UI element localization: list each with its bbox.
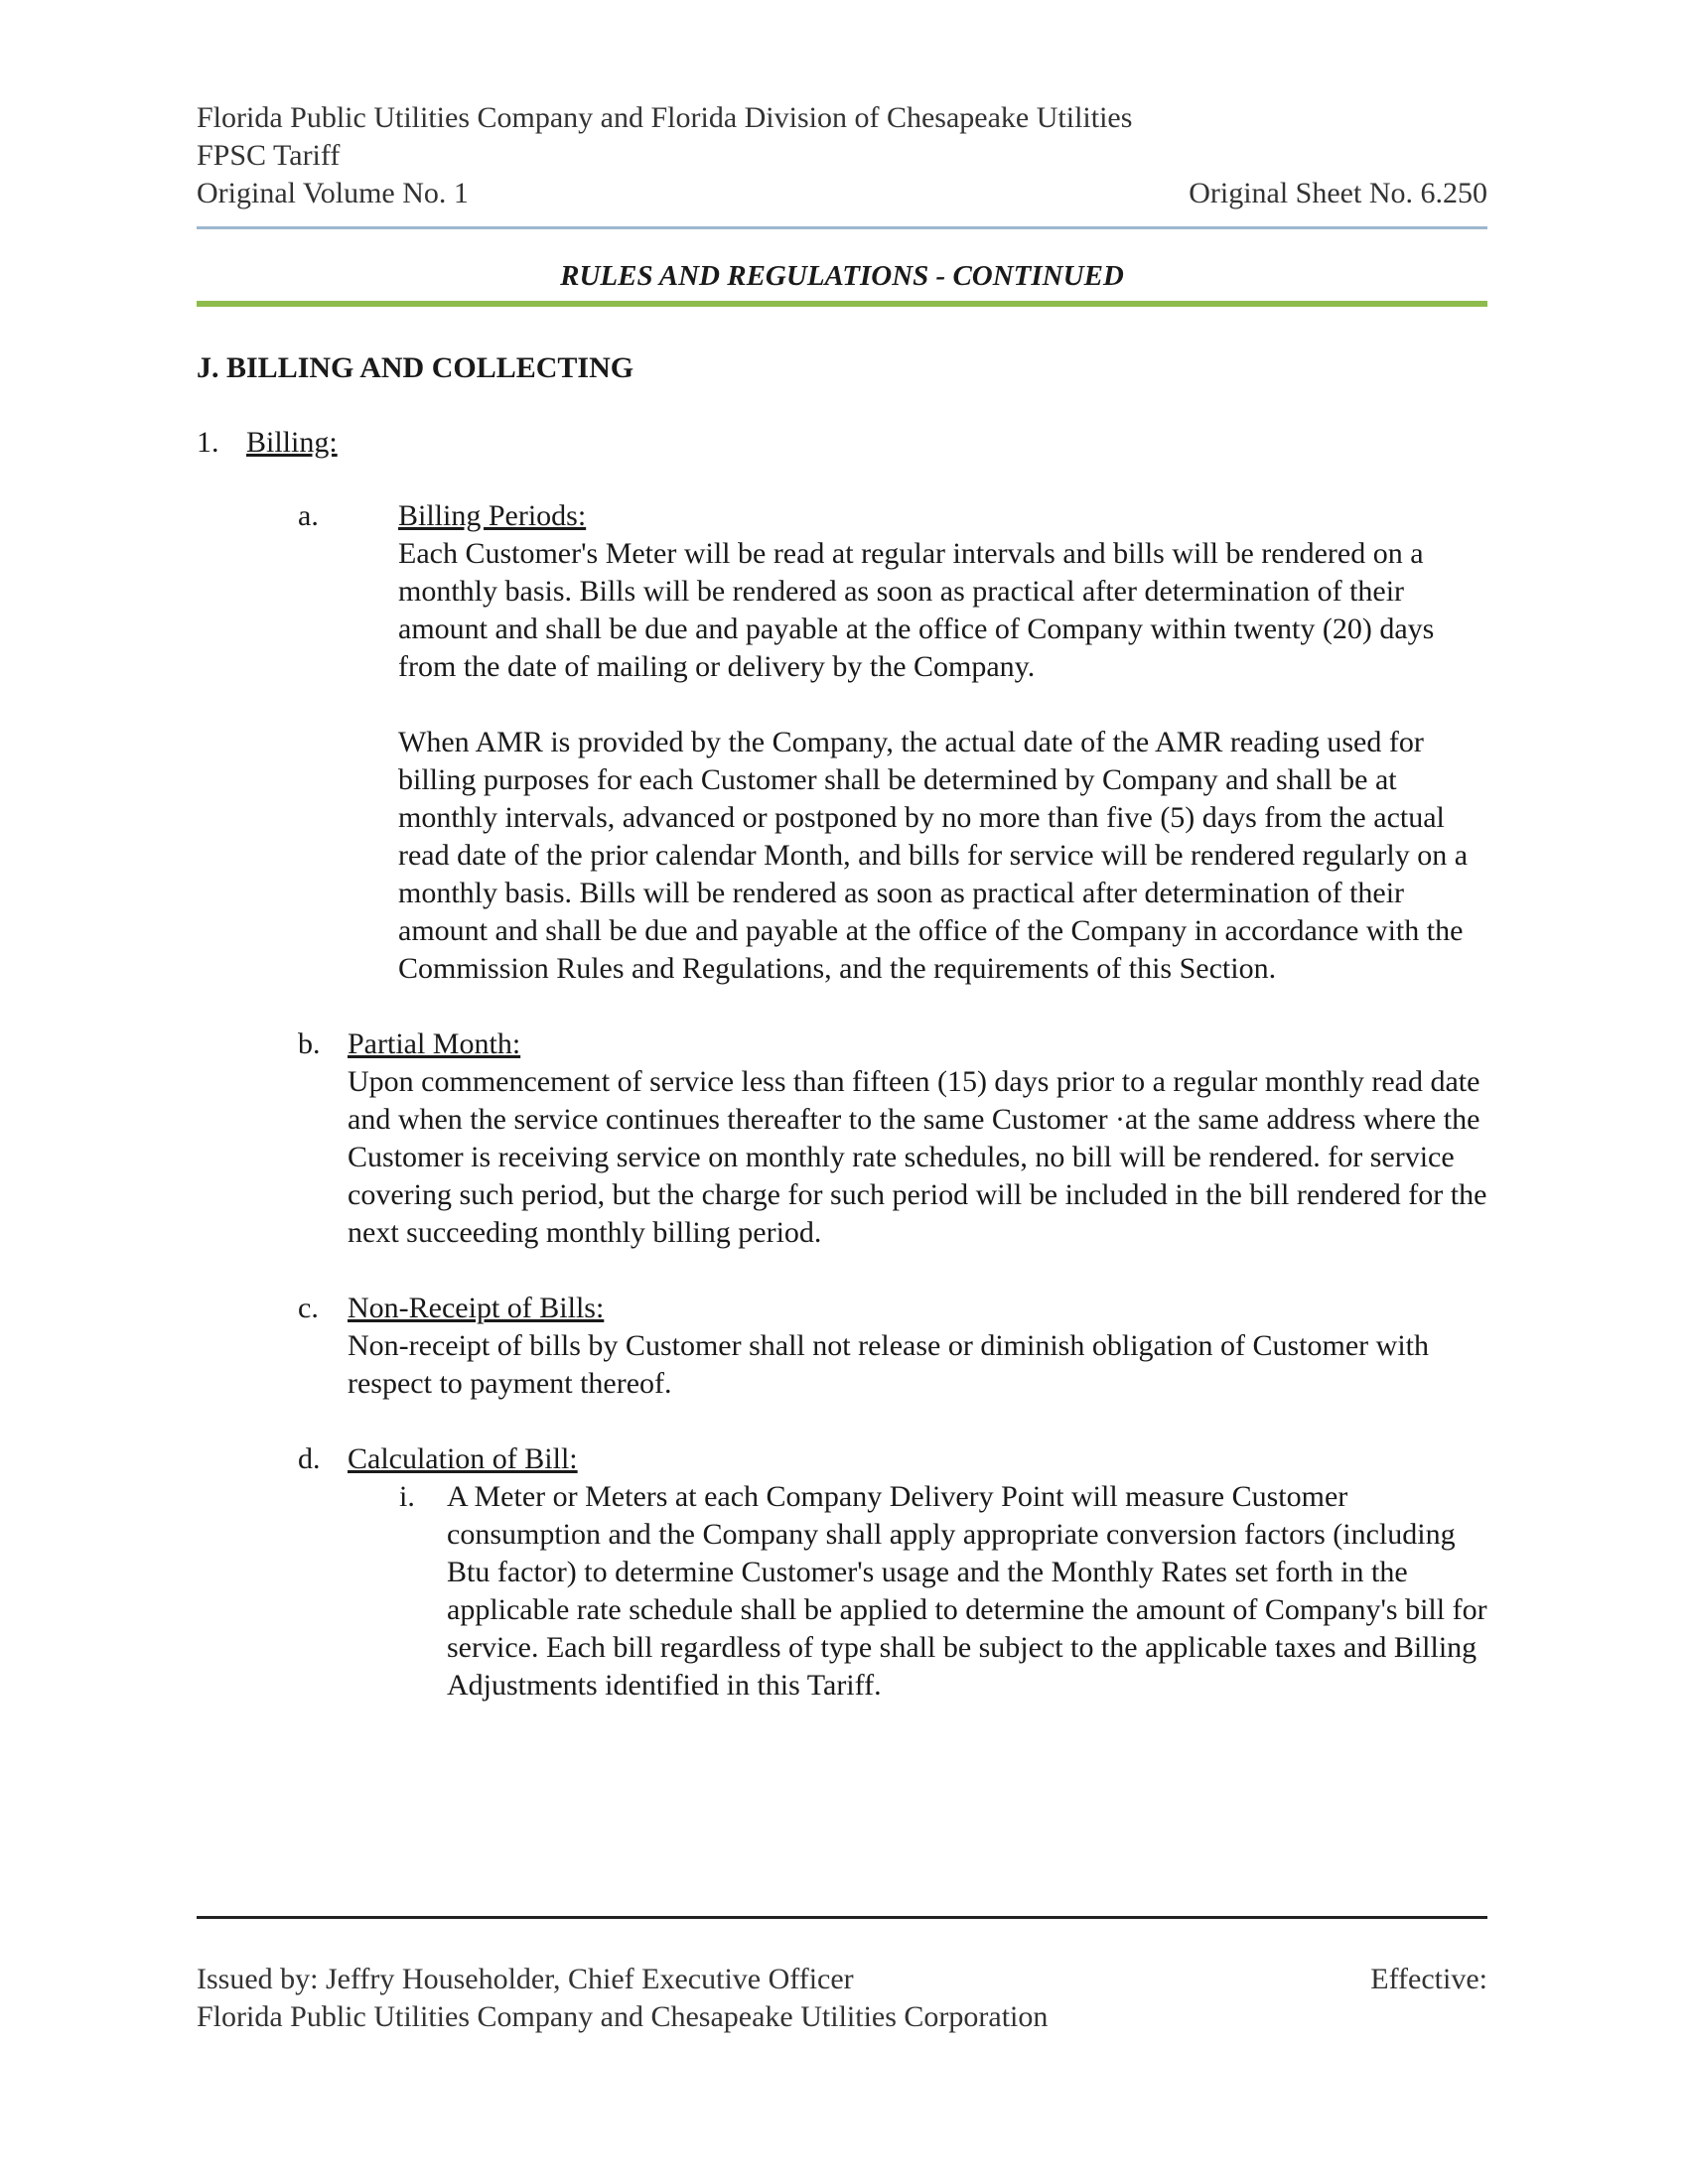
subsection-marker: d. <box>298 1442 321 1475</box>
paragraph: Upon commencement of service less than fifteen (15) days prior to a regular monthly read date and when the service continues thereafter to the same Customer ·at the same address where the Customer is receiving service on monthly rate schedules, no bill will be rendered. for service covering such period, but the charge for such period will be included in the bill rendered for the next succeeding monthly billing period. <box>348 1065 1487 1249</box>
subsection-label: Partial Month: <box>348 1027 521 1060</box>
subsection-billing-periods <box>197 497 1487 988</box>
footer-divider <box>197 1916 1487 1919</box>
subsection-label: Calculation of Bill: <box>348 1442 578 1475</box>
header-company-line: Florida Public Utilities Company and Florida Division of Chesapeake Utilities <box>197 101 1133 134</box>
footer-company: Florida Public Utilities Company and Chesapeake Utilities Corporation <box>197 2000 1049 2033</box>
footer-text <box>197 1961 1487 2036</box>
footer-issued-by: Issued by: Jeffry Householder, Chief Executive Officer <box>197 1963 854 1995</box>
item-billing <box>197 424 1487 462</box>
header-divider <box>197 226 1487 229</box>
paragraph: When AMR is provided by the Company, the actual date of the AMR reading used for billing purposes for each Customer shall be determined by Company and shall be at monthly intervals, advanced or postponed by no more than five (5) days from the actual read date of the prior calendar Month, and bills for service will be rendered regularly on a monthly basis. Bills will be rendered as soon as practical after determination of their amount and shall be due and payable at the office of the Company in accordance with the Commission Rules and Regulations, and the requirements of this Section. <box>398 726 1469 985</box>
header-sheet-number: Original Sheet No. 6.250 <box>1189 177 1487 209</box>
section-heading: J. BILLING AND COLLECTING <box>197 351 634 384</box>
subsection-calculation <box>197 1440 1487 1705</box>
paragraph: Non-receipt of bills by Customer shall not release or diminish obligation of Customer with respect to payment thereof. <box>348 1329 1429 1400</box>
section-title: RULES AND REGULATIONS - CONTINUED <box>560 260 1124 292</box>
item-number: 1. <box>197 426 219 459</box>
header-volume: Original Volume No. 1 <box>197 177 469 209</box>
document-body <box>197 424 1487 1705</box>
header-volume-row <box>197 175 1487 212</box>
subsection-marker: c. <box>298 1292 319 1324</box>
section-title-divider <box>197 301 1487 307</box>
paragraph: Each Customer's Meter will be read at regular intervals and bills will be rendered on a monthly basis. Bills will be rendered as soon as practical after determination of their amount and shall be due and payable at the office of Company within twenty (20) days from the date of mailing or delivery by the Company. <box>398 537 1435 683</box>
footer-effective: Effective: <box>1370 1963 1487 1995</box>
subsection-label: Billing Periods: <box>398 499 587 532</box>
subsection-marker: b. <box>298 1027 321 1060</box>
tariff-page <box>197 99 1487 2045</box>
header-tariff-line: FPSC Tariff <box>197 139 341 172</box>
subsection-partial-month <box>197 1025 1487 1252</box>
subsection-label: Non-Receipt of Bills: <box>348 1292 605 1324</box>
page-footer <box>197 1916 1487 2036</box>
footer-issued-row <box>197 1961 1487 1998</box>
subsection-non-receipt <box>197 1290 1487 1403</box>
sub-item-i <box>197 1478 1487 1705</box>
item-label: Billing: <box>246 426 338 459</box>
subsection-marker: a. <box>298 499 319 532</box>
sub-item-marker: i. <box>399 1480 415 1513</box>
page-header <box>197 99 1487 212</box>
paragraph: A Meter or Meters at each Company Delivery Point will measure Customer consumption and the Company shall apply appropriate conversion factors (including Btu factor) to determine Customer's usage and the Monthly Rates set forth in the applicable rate schedule shall be applied to determine the amount of Company's bill for service. Each bill regardless of type shall be subject to the applicable taxes and Billing Adjustments identified in this Tariff. <box>447 1480 1487 1702</box>
